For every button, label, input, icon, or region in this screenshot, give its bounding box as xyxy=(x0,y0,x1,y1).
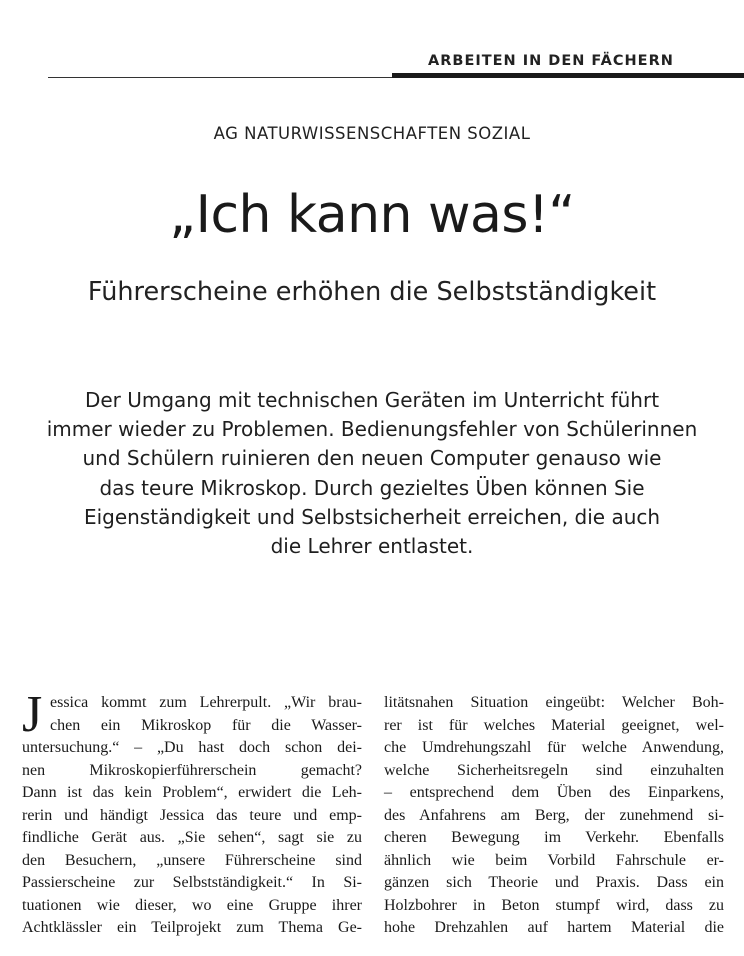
body-line: litätsnahen Situation eingeübt: Welcher Boh- xyxy=(384,694,724,711)
article-title: „Ich kann was!“ xyxy=(169,185,575,245)
article-kicker: AG NATURWISSENSCHAFTEN SOZIAL xyxy=(213,124,531,143)
article-subtitle: Führerscheine erhöhen die Selbstständigkeit xyxy=(87,277,657,307)
body-line: ähnlich wie beim Vorbild Fahrschule er- xyxy=(384,851,724,869)
lead-line: Der Umgang mit technischen Geräten im Unterricht führt xyxy=(84,388,660,412)
lead-line: und Schülern ruinieren den neuen Computer genauso wie xyxy=(82,446,662,471)
body-line: che Umdrehungszahl für welche Anwendung, xyxy=(384,739,724,756)
header-rule-thick xyxy=(392,73,744,78)
body-line: findliche Gerät aus. „Sie sehen“, sagt sie zu xyxy=(22,829,362,846)
body-line: welche Sicherheitsregeln sind einzuhalten xyxy=(384,761,724,779)
body-line: – entsprechend dem Üben des Einparkens, xyxy=(384,784,724,801)
body-line: nen Mikroskopierführerschein gemacht? xyxy=(22,761,362,779)
section-header: ARBEITEN IN DEN FÄCHERN xyxy=(428,53,674,69)
body-line: Passierscheine zur Selbstständigkeit.“ In Si- xyxy=(22,874,362,891)
body-line: gänzen sich Theorie und Praxis. Dass ein xyxy=(384,874,724,891)
body-line: untersuchung.“ – „Du hast doch schon dei- xyxy=(22,739,362,756)
lead-line: Eigenständigkeit und Selbstsicherheit erreichen, die auch xyxy=(83,504,661,529)
body-line: Achtklässler ein Teilprojekt zum Thema Ge- xyxy=(22,919,362,936)
header-rule-thin xyxy=(48,77,400,78)
article-lead xyxy=(12,386,732,561)
body-line: den Besuchern, „unsere Führerscheine sind xyxy=(22,851,362,869)
body-line: tuationen wie dieser, wo eine Gruppe ihrer xyxy=(22,896,362,914)
body-line: essica kommt zum Lehrerpult. „Wir brau- xyxy=(50,694,362,711)
drop-cap: J xyxy=(22,686,43,743)
lead-line: immer wieder zu Problemen. Bedienungsfehler von Schülerinnen xyxy=(46,417,698,442)
body-line: rerin und händigt Jessica das teure und emp- xyxy=(22,806,362,824)
body-line: des Anfahrens am Berg, der zunehmend si- xyxy=(384,806,724,824)
lead-line: die Lehrer entlastet. xyxy=(270,534,474,559)
body-line: Holzbohrer in Beton stumpf wird, dass zu xyxy=(384,896,724,914)
body-line: cheren Bewegung im Verkehr. Ebenfalls xyxy=(384,829,724,846)
body-line: hohe Drehzahlen auf hartem Material die xyxy=(384,919,724,936)
body-column-right xyxy=(384,692,724,940)
body-line: rer ist für welches Material geeignet, wel- xyxy=(384,716,724,734)
body-line: Dann ist das kein Problem“, erwidert die Leh- xyxy=(22,784,362,801)
body-line: chen ein Mikroskop für die Wasser- xyxy=(50,716,362,734)
body-column-left xyxy=(22,686,362,940)
lead-line: das teure Mikroskop. Durch gezieltes Üben können Sie xyxy=(99,475,645,500)
